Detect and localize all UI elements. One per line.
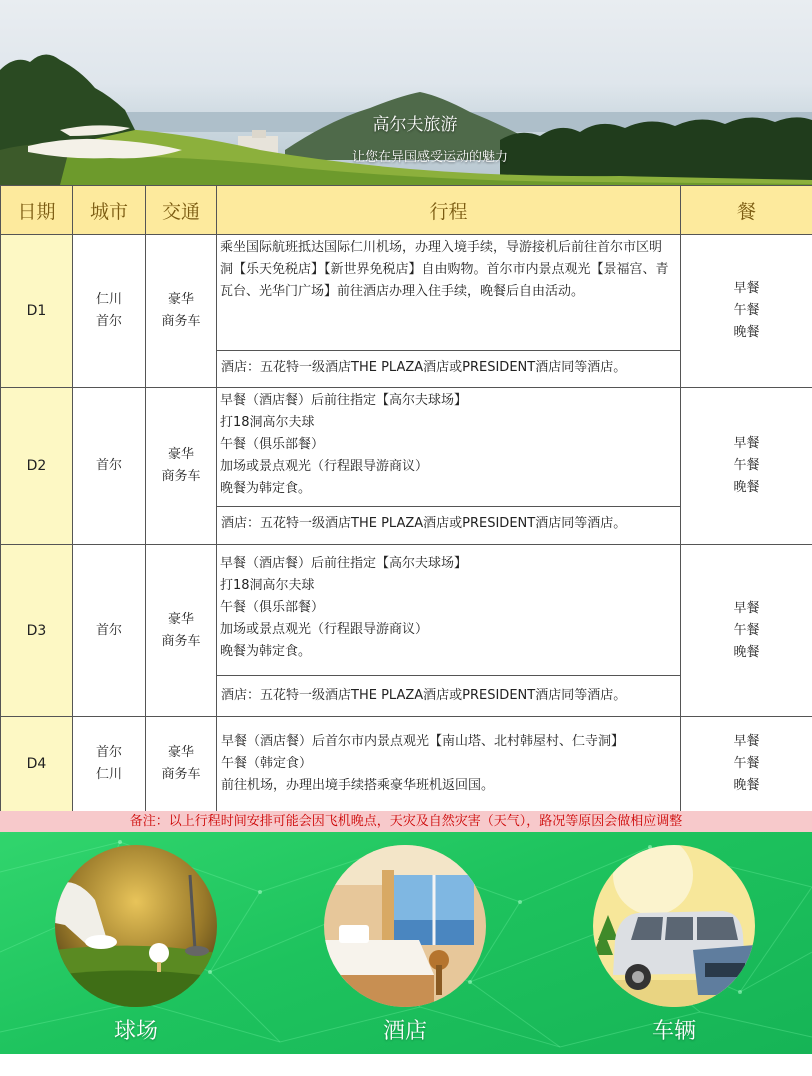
meal-item: 晚餐	[733, 325, 760, 340]
city-line: 仁川	[95, 292, 122, 307]
table-row-d2	[1, 388, 812, 545]
remark-note: 备注：以上行程时间安排可能会因飞机晚点，天灾及自然灾害（天气），路况等原因会做相应调整	[0, 811, 812, 832]
transport-cell	[146, 545, 217, 717]
plan-cell	[217, 388, 681, 545]
features-section	[0, 832, 812, 1054]
banner-subtitle: 让您在异国感受运动的魅力	[351, 150, 508, 165]
meal-item: 早餐	[733, 600, 760, 616]
transport-line: 商务车	[161, 633, 201, 649]
plan-line: 早餐（酒店餐）后前往指定【高尔夫球场】	[220, 556, 468, 571]
plan-cell	[217, 717, 681, 812]
city-cell	[73, 717, 146, 812]
transport-line: 豪华	[167, 292, 194, 307]
table-row-d3	[1, 545, 812, 717]
hotel-text: 酒店：五花特一级酒店THE PLAZA酒店或PRESIDENT酒店同等酒店。	[221, 688, 627, 703]
city-cell	[73, 545, 146, 717]
golf-ball-icon	[55, 845, 217, 1007]
header-transport: 交通	[146, 186, 217, 235]
meal-item: 晚餐	[733, 644, 760, 660]
city-line: 首尔	[95, 622, 122, 638]
bottom-margin	[0, 1054, 812, 1076]
table-header-row	[1, 186, 812, 235]
city-line: 首尔	[95, 314, 122, 329]
meal-item: 午餐	[733, 458, 760, 473]
plan-cell	[217, 235, 681, 388]
day-cell: D1	[1, 235, 73, 388]
hotel-text: 酒店：五花特一级酒店THE PLAZA酒店或PRESIDENT酒店同等酒店。	[221, 360, 627, 375]
plan-line: 前往机场，办理出境手续搭乘豪华班机返回国。	[221, 778, 495, 793]
meal-item: 午餐	[733, 756, 760, 771]
plan-line: 加场或景点观光（行程跟导游商议）	[220, 459, 429, 474]
transport-line: 豪华	[167, 611, 194, 627]
feature-label-hotel: 酒店	[382, 1019, 427, 1044]
meal-item: 早餐	[733, 436, 760, 451]
plan-line: 加场或景点观光（行程跟导游商议）	[220, 622, 429, 637]
city-line: 仁川	[95, 767, 122, 782]
golf-course-image	[55, 845, 217, 1007]
plan-text	[217, 545, 680, 676]
meal-item: 晚餐	[733, 480, 760, 495]
header-city: 城市	[73, 186, 146, 235]
feature-label-vehicle: 车辆	[651, 1019, 696, 1044]
meals-cell	[681, 235, 812, 388]
city-line: 首尔	[95, 745, 122, 760]
transport-line: 商务车	[161, 314, 201, 329]
city-line: 首尔	[95, 458, 122, 473]
plan-line: 午餐（俱乐部餐）	[220, 600, 325, 615]
banner	[0, 0, 812, 185]
transport-cell	[146, 717, 217, 812]
meal-item: 午餐	[733, 303, 760, 318]
vehicle-image	[593, 845, 755, 1007]
plan-text: 乘坐国际航班抵达国际仁川机场，办理入境手续，导游接机后前往首尔市区明洞【乐天免税店】【新世界免税店】自由购物。首尔市内景点观光【景福宫、青瓦台、光华门广场】前往酒店办理入住手续，晚餐后自由活动。	[217, 235, 680, 351]
meals-cell	[681, 388, 812, 545]
plan-text	[217, 731, 680, 797]
transport-line: 豪华	[167, 745, 194, 760]
plan-cell	[217, 545, 681, 717]
day-cell: D4	[1, 717, 73, 812]
feature-label-golf: 球场	[113, 1019, 158, 1044]
meals-cell	[681, 545, 812, 717]
transport-cell	[146, 235, 217, 388]
plan-line: 晚餐为韩定食。	[220, 644, 312, 659]
meal-item: 晚餐	[733, 778, 760, 793]
plan-line: 晚餐为韩定食。	[220, 481, 312, 496]
meal-item: 早餐	[733, 281, 760, 296]
hotel-room-image	[324, 845, 486, 1007]
hotel-text: 酒店：五花特一级酒店THE PLAZA酒店或PRESIDENT酒店同等酒店。	[221, 516, 627, 531]
header-plan: 行程	[217, 186, 681, 235]
transport-line: 豪华	[167, 447, 194, 462]
meal-item: 早餐	[733, 734, 760, 749]
plan-line: 午餐（韩定食）	[221, 756, 313, 771]
plan-line: 早餐（酒店餐）后首尔市内景点观光【南山塔、北村韩屋村、仁寺洞】	[221, 734, 625, 749]
meals-cell	[681, 717, 812, 812]
transport-line: 商务车	[161, 767, 201, 782]
header-meals: 餐	[681, 186, 812, 235]
transport-cell	[146, 388, 217, 545]
hotel-room-icon	[324, 845, 486, 1007]
city-cell	[73, 388, 146, 545]
plan-line: 早餐（酒店餐）后前往指定【高尔夫球场】	[220, 393, 468, 408]
meal-item: 午餐	[733, 622, 760, 638]
plan-line: 打18洞高尔夫球	[220, 578, 315, 593]
van-icon	[593, 845, 755, 1007]
city-cell	[73, 235, 146, 388]
plan-line: 打18洞高尔夫球	[220, 415, 315, 430]
plan-line: 午餐（俱乐部餐）	[220, 437, 325, 452]
banner-title: 高尔夫旅游	[372, 115, 458, 135]
itinerary-table	[0, 185, 812, 812]
table-row-d4	[1, 717, 812, 812]
day-cell: D2	[1, 388, 73, 545]
day-cell: D3	[1, 545, 73, 717]
header-day: 日期	[1, 186, 73, 235]
transport-line: 商务车	[161, 469, 201, 484]
table-row-d1	[1, 235, 812, 388]
plan-text	[217, 388, 680, 507]
